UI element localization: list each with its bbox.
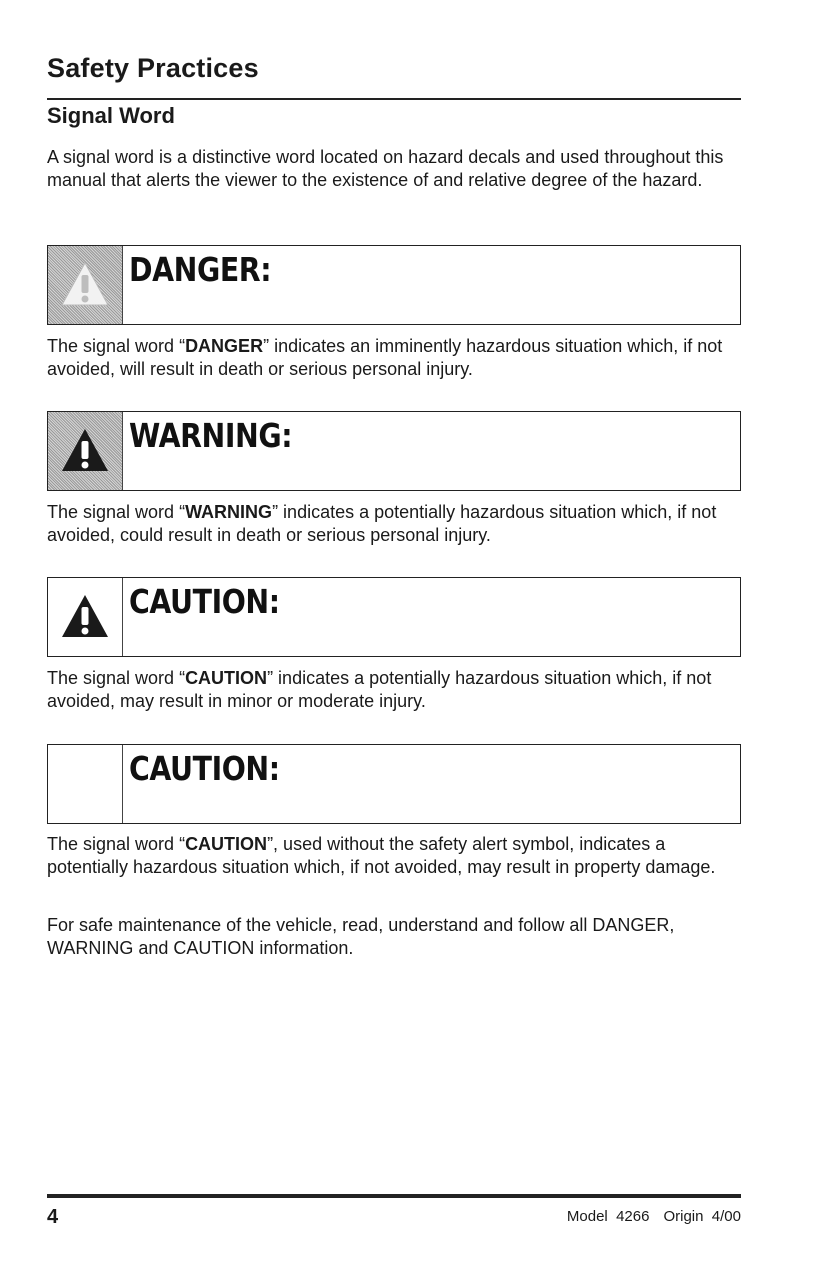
caution-icon-cell [48, 578, 123, 656]
page-number: 4 [47, 1206, 59, 1228]
page-title: Safety Practices [47, 53, 259, 83]
footer-rule [47, 1194, 741, 1198]
caution-no-symbol-description: The signal word “CAUTION”, used without the safety alert symbol, indicates a potentially hazardous situation which, if not avoided, may result in property damage. [47, 834, 716, 877]
section-title: Signal Word [47, 103, 175, 128]
caution-no-symbol-signal-word: CAUTION: [129, 749, 280, 788]
model-label: Model 4266 [566, 1208, 650, 1225]
safety-alert-triangle-icon [60, 261, 110, 307]
warning-signal-word: WARNING: [129, 416, 293, 455]
caution-signal-word: CAUTION: [129, 582, 280, 621]
title-rule [47, 98, 741, 100]
warning-description: The signal word “WARNING” indicates a potentially hazardous situation which, if not avoided, could result in death or serious personal injury. [47, 502, 717, 545]
caution-box [47, 577, 741, 657]
safety-alert-triangle-icon [60, 427, 110, 473]
danger-signal-word: DANGER: [129, 250, 272, 289]
danger-box [47, 245, 741, 325]
warning-box [47, 411, 741, 491]
warning-icon-cell [48, 412, 123, 490]
empty-icon-cell [48, 745, 123, 823]
danger-description: The signal word “DANGER” indicates an imminently hazardous situation which, if not avoided, will result in death or serious personal injury. [47, 336, 723, 379]
closing-paragraph: For safe maintenance of the vehicle, read, understand and follow all DANGER, WARNING and CAUTION information. [47, 915, 675, 958]
caution-no-symbol-box [47, 744, 741, 824]
footer-meta [553, 1208, 741, 1225]
intro-paragraph: A signal word is a distinctive word located on hazard decals and used throughout this manual that alerts the viewer to the existence of and relative degree of the hazard. [47, 147, 724, 190]
safety-alert-triangle-icon [60, 593, 110, 639]
caution-description: The signal word “CAUTION” indicates a potentially hazardous situation which, if not avoided, may result in minor or moderate injury. [47, 668, 712, 711]
origin-label: Origin 4/00 [663, 1208, 741, 1225]
danger-icon-cell [48, 246, 123, 324]
